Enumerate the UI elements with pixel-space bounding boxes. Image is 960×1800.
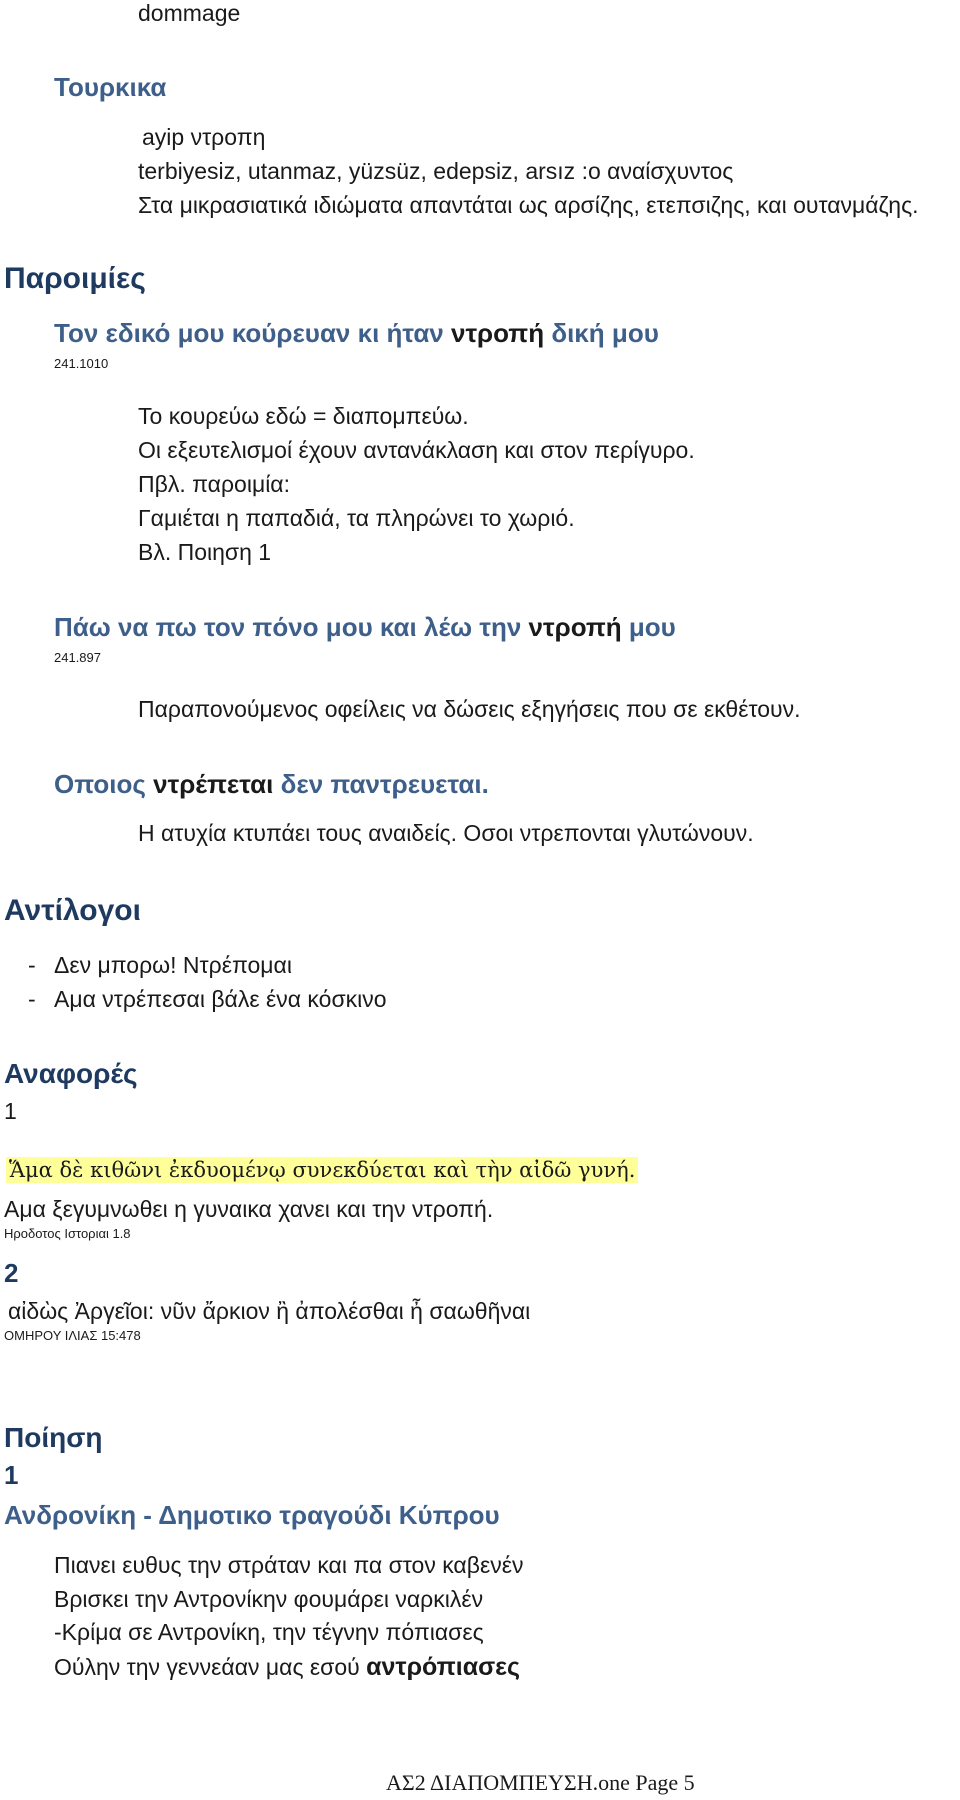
proverb-2-line: Παραπονούμενος οφείλεις να δώσεις εξηγήσεις που σε εκθέτουν.	[138, 696, 801, 722]
poetry-number: 1	[4, 1460, 19, 1490]
proverb-1-ref: 241.1010	[54, 356, 109, 371]
top-fragment-text: dommage	[138, 0, 241, 26]
turkish-line-2: terbiyesiz, utanmaz, yüzsüz, edepsiz, arsız :ο αναίσχυντος	[138, 158, 734, 184]
reference-2-source: ΟΜΗΡΟΥ ΙΛΙΑΣ 15:478	[4, 1328, 141, 1343]
proverbs-heading: Παροιμίες	[4, 262, 146, 295]
reference-1-translation: Αμα ξεγυμνωθει η γυναικα χανει και την ντροπή.	[4, 1196, 494, 1222]
antilogoi-item-2	[28, 984, 387, 1014]
antilogoi-heading: Αντίλογοι	[4, 894, 141, 927]
reference-1-number: 1	[4, 1098, 17, 1124]
poem-line-2: Βρισκει την Αντρονίκην φουμάρει ναρκιλέν	[54, 1586, 484, 1612]
proverb-1-line-5: Βλ. Ποιηση 1	[138, 539, 272, 565]
turkish-heading: Τουρκικα	[54, 72, 167, 102]
list-dash: -	[28, 952, 36, 978]
poem-line-1: Πιανει ευθυς την στράταν και πα στον καβενέν	[54, 1552, 524, 1578]
proverb-1-title	[54, 318, 659, 349]
antilogoi-item-2-text: Αμα ντρέπεσαι βάλε ένα κόσκινο	[54, 986, 387, 1012]
proverb-1-line-2: Οι εξευτελισμοί έχουν αντανάκλαση και στον περίγυρο.	[138, 437, 695, 463]
proverb-2-title-part1: Πάω να πω τον πόνο μου και λέω την	[54, 612, 529, 642]
proverb-1-title-part2: δική μου	[544, 318, 659, 348]
poetry-title: Ανδρονίκη - Δημοτικο τραγούδι Κύπρου	[4, 1500, 500, 1530]
proverb-3-title	[54, 769, 489, 800]
turkish-line-3: Στα μικρασιατικά ιδιώματα απαντάται ως αρσίζης, ετεπσιζης, και ουτανμάζης.	[138, 192, 919, 218]
reference-1-source: Ηροδοτος Ιστοριαι 1.8	[4, 1226, 131, 1241]
proverb-3-title-part2: δεν παντρευεται.	[273, 769, 489, 799]
proverb-1-bold-word: ντροπή	[450, 318, 545, 348]
proverb-1-line-3: Πβλ. παροιμία:	[138, 471, 290, 497]
poem-line-4-text: Ούλην την γεννεάαν μας εσού	[54, 1654, 367, 1680]
proverb-3-title-part1: Οποιος	[54, 769, 154, 799]
reference-1-greek-highlight	[6, 1158, 638, 1182]
antilogoi-item-1-text: Δεν μπορω! Ντρέπομαι	[54, 952, 292, 978]
antilogoi-item-1	[28, 950, 292, 980]
poem-line-4	[54, 1652, 520, 1682]
poetry-heading: Ποίηση	[4, 1422, 103, 1453]
poem-line-3: -Κρίμα σε Αντρονίκη, την τέγνην πόπιασες	[54, 1619, 484, 1645]
proverb-2-title	[54, 612, 676, 643]
reference-2-greek: αἰδὼς Ἀργεῖοι: νῦν ἄρκιον ἢ ἀπολέσθαι ἦ σαωθῆναι	[8, 1298, 531, 1324]
proverb-1-line-1: Το κουρεύω εδώ = διαπομπεύω.	[138, 403, 469, 429]
proverb-1-title-part1: Τον εδικό μου κούρευαν κι ήταν	[54, 318, 451, 348]
page-footer: ΑΣ2 ΔΙΑΠΟΜΠΕΥΣΗ.one Page 5	[386, 1770, 695, 1795]
references-heading: Αναφορές	[4, 1058, 138, 1089]
proverb-2-bold-word: ντροπή	[528, 612, 622, 642]
poem-line-4-bold-word: αντρόπιασες	[366, 1653, 521, 1681]
proverb-3-line: Η ατυχία κτυπάει τους αναιδείς. Οσοι ντρεπονται γλυτώνουν.	[138, 820, 754, 846]
turkish-line-1: ayip ντροπη	[142, 124, 266, 150]
proverb-2-title-part2: μου	[621, 612, 676, 642]
list-dash: -	[28, 986, 36, 1012]
reference-2-number: 2	[4, 1258, 19, 1288]
proverb-1-line-4: Γαμιέται η παπαδιά, τα πληρώνει το χωριό.	[138, 505, 575, 531]
proverb-2-ref: 241.897	[54, 650, 101, 665]
proverb-3-bold-word: ντρέπεται	[153, 769, 274, 799]
reference-1-greek: Ἅμα δὲ κιθῶνι ἐκδυομένῳ συνεκδύεται καὶ τὴν αἰδῶ γυνή.	[6, 1157, 638, 1183]
